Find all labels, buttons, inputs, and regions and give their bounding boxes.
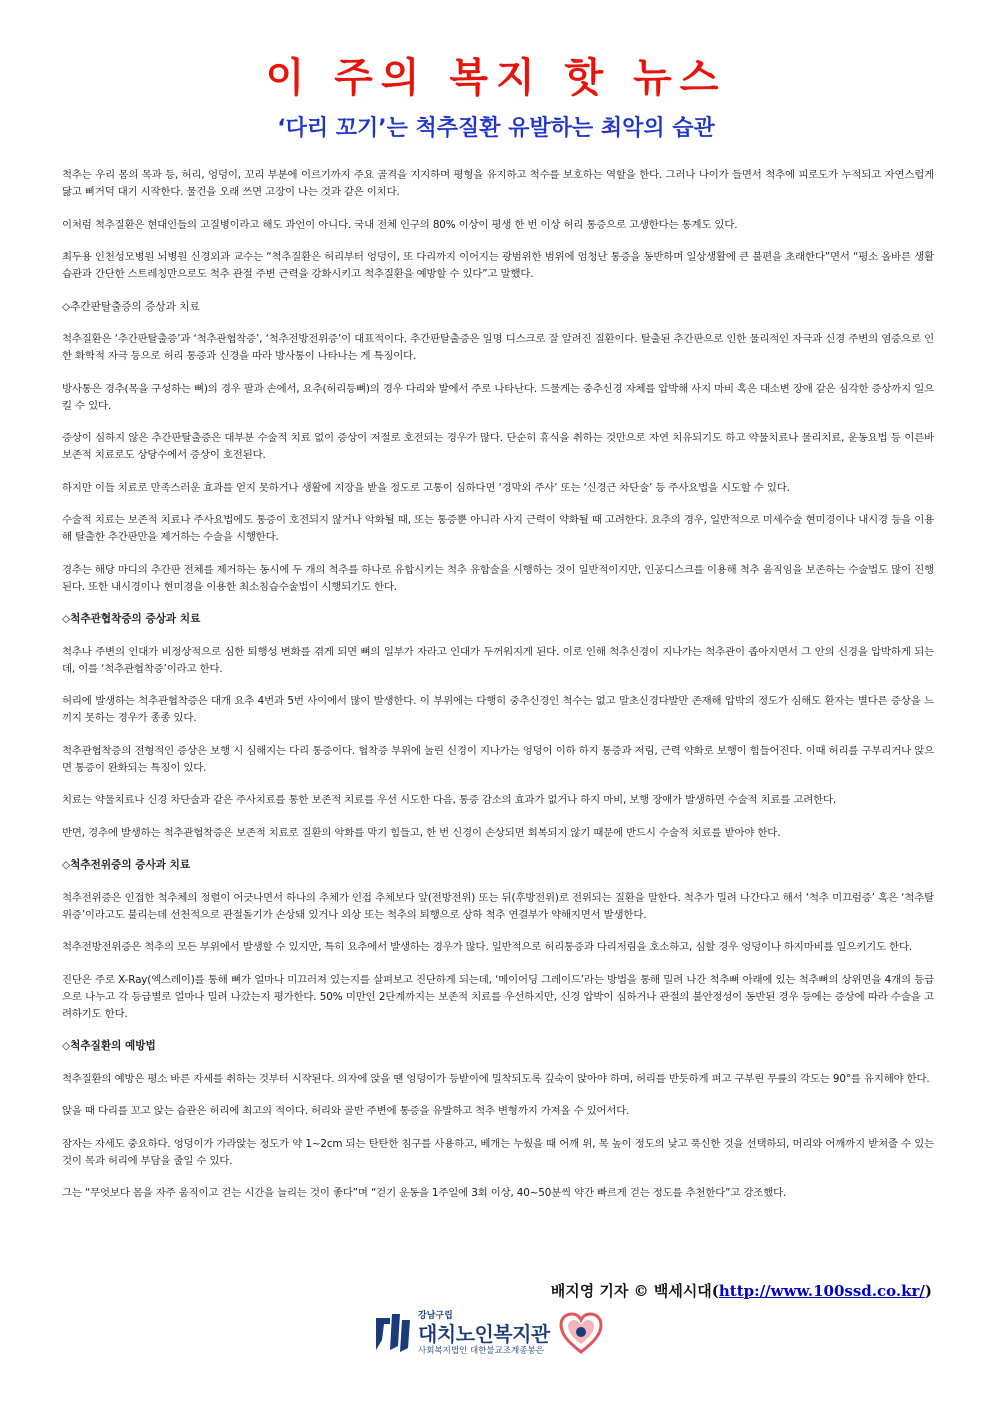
paragraph: 반면, 경추에 발생하는 척추관협착증은 보존적 치료로 질환의 악화를 막기 힘들고, 한 번 신경이 손상되면 회복되지 않기 때문에 반드시 수술적 치료를 받아야 한다. xyxy=(62,826,781,839)
source-link[interactable]: http://www.100ssd.co.kr/ xyxy=(718,1282,925,1300)
paragraph: 척추질환의 예방은 평소 바른 자세를 취하는 것부터 시작된다. 의자에 앉을 땐 엉덩이가 등받이에 밀착되도록 깊숙이 앉아야 하며, 허리를 반듯하게 펴고 구부린 무릎의 각도는 90°를 유지해야 한다. xyxy=(62,1072,930,1085)
paragraph: 이처럼 척추질환은 현대인들의 고질병이라고 해도 과언이 아니다. 국내 전체 인구의 80% 이상이 평생 한 번 이상 허리 통증으로 고생한다는 통계도 있다. xyxy=(62,218,738,231)
paragraph: 치료는 약물치료나 신경 차단술과 같은 주사치료를 통한 보존적 치료를 우선 시도한 다음, 통증 감소의 효과가 없거나 하지 마비, 보행 장애가 발생하면 수술적 치료를 고려한다. xyxy=(62,794,837,806)
section-heading: ◇추간판탈출증의 증상과 치료 xyxy=(62,300,200,313)
section-heading: ◇척추질환의 예방법 xyxy=(62,1040,156,1052)
logo-mark-icon xyxy=(372,1310,414,1354)
paragraph: 증상이 심하지 않은 추간판탈출증은 대부분 수술적 치료 없이 증상이 저절로 호전되는 경우가 많다. 단순히 휴식을 취하는 것만으로 자연 치유되기도 하고 약물치료나 물리치료, 운동요법 등 이른바 보존적 치료로도 상당수에서 증상이 호전된다. xyxy=(62,432,934,461)
paragraph: 허리에 발생하는 척추관협착증은 대개 요추 4번과 5번 사이에서 많이 발생한다. 이 부위에는 다행히 중추신경인 척수는 없고 말초신경다발만 존재해 압박의 정도가 심해도 환자는 별다른 증상을 느끼지 못하는 경우가 종종 있다. xyxy=(62,695,934,724)
section-heading: ◇척추전위증의 증사과 치료 xyxy=(62,859,191,871)
paragraph: 최두용 인천성모병원 뇌병원 신경외과 교수는 “척추질환은 허리부터 엉덩이, 또 다리까지 이어지는 광범위한 범위에 엄청난 통증을 동반하며 일상생활에 큰 불편을 초래한다”면서 “평소 올바른 생활습관과 간단한 스트레칭만으로도 척추 관절 주변 근력을 강화시키고 척추질환을 예방할 수 있다”고 말했다. xyxy=(62,251,934,280)
byline-author: 배지영 기자 © 백세시대( xyxy=(550,1282,719,1300)
page-title: 이 주의 복지 핫 뉴스 xyxy=(265,55,727,101)
logo-small-text: 강남구립 xyxy=(418,1311,453,1321)
paragraph: 진단은 주로 X-Ray(엑스레이)를 통해 뼈가 얼마나 미끄러져 있는지를 살펴보고 진단하게 되는데, ‘메이어딩 그레이드’라는 방법을 통해 밀려 나간 척추뼈 아래에 있는 척추뼈의 상위면을 4개의 등급으로 나누고 각 등급별로 얼마나 밀려 나갔는지 평가한다. 50% 미만인 2단계까지는 보존적 치료를 우선하지만, 신경 압박이 심하거나 관절의 불안정성이 동반된 경우 등에는 증상에 따라 수술을 고려하기도 한다. xyxy=(62,973,934,1020)
organization-logo xyxy=(372,1308,612,1360)
byline-suffix: ) xyxy=(924,1282,932,1300)
paragraph: 잠자는 자세도 중요하다. 엉덩이가 가라앉는 정도가 약 1~2cm 되는 탄탄한 침구를 사용하고, 베개는 누웠을 때 어깨 위, 목 높이 정도의 낮고 푹신한 것을 선택하되, 머리와 어깨까지 받쳐줄 수 있는 것이 목과 허리에 부담을 줄일 수 있다. xyxy=(62,1137,934,1167)
paragraph: 그는 “무엇보다 몸을 자주 움직이고 걷는 시간을 늘리는 것이 좋다”며 “걷기 운동을 1주일에 3회 이상, 40~50분씩 약간 빠르게 걷는 정도를 추천한다”고 강조했다. xyxy=(62,1187,787,1199)
paragraph: 경추는 해당 마디의 추간판 전체를 제거하는 동시에 두 개의 척추를 하나로 유합시키는 척추 유합술을 시행하는 것이 일반적이지만, 인공디스크를 이용해 척추 움직임을 보존하는 수술법도 많이 진행된다. 또한 내시경이나 현미경을 이용한 최소침습수술법이 시행되기도 한다. xyxy=(62,563,934,593)
paragraph: 척추전방전위증은 척추의 모든 부위에서 발생할 수 있지만, 특히 요추에서 발생하는 경우가 많다. 일반적으로 허리통증과 다리저림을 호소하고, 심할 경우 엉덩이나 하지마비를 일으키기도 한다. xyxy=(62,941,913,953)
paragraph: 척추전위증은 인접한 척추체의 정렬이 어긋나면서 하나의 추체가 인접 추체보다 앞(전방전위) 또는 뒤(후방전위)로 전위되는 질환을 말한다. 척추가 밀려 나간다고 해서 ‘척추 미끄럼증’ 혹은 ‘척추탈위증’이라고도 불리는데 선천적으로 관절돌기가 손상돼 있거나 외상 또는 척추의 퇴행으로 상하 척추 연결부가 약해지면서 발생한다. xyxy=(62,891,934,921)
section-heading: ◇척추관협착증의 증상과 치료 xyxy=(62,613,201,625)
heart-emblem-icon xyxy=(558,1312,604,1356)
logo-subtext: 사회복지법인 대한불교조계종봉은 xyxy=(418,1346,544,1356)
paragraph: 척추나 주변의 인대가 비정상적으로 심한 퇴행성 변화를 겪게 되면 뼈의 일부가 자라고 인대가 두꺼워지게 된다. 이로 인해 척추신경이 지나가는 척추관이 좁아지면서 그 안의 신경을 압박하게 되는데, 이를 ‘척추관협착증’이라고 한다. xyxy=(62,645,934,675)
paragraph: 방사통은 경추(목을 구성하는 뼈)의 경우 팔과 손에서, 요추(허리등뼈)의 경우 다리와 발에서 주로 나타난다. 드물게는 중추신경 자체를 압박해 사지 마비 혹은 대소변 장애 같은 심각한 증상까지 일으킬 수 있다. xyxy=(62,382,934,412)
paragraph: 척추질환은 ‘추간판탈출증’과 ‘척추관협착증’, ‘척추전방전위증’이 대표적이다. 추간판탈출증은 일명 디스크로 잘 알려진 질환이다. 탈출된 추간판으로 인한 물리적인 자극과 신경 주변의 염증으로 인한 화학적 자극 등으로 허리 통증과 신경을 따라 방사통이 나타나는 게 특징이다. xyxy=(62,333,934,362)
paragraph: 척추는 우리 몸의 목과 등, 허리, 엉덩이, 꼬리 부분에 이르기까지 주요 골격을 지지하며 평형을 유지하고 척수를 보호하는 역할을 한다. 그러나 나이가 들면서 척추에 피로도가 누적되고 자연스럽게 닳고 삐거덕 대기 시작한다. 물건을 오래 쓰면 고장이 나는 것과 같은 이치다. xyxy=(62,169,934,198)
paragraph: 앉을 때 다리를 꼬고 앉는 습관은 허리에 최고의 적이다. 허리와 골반 주변에 통증을 유발하고 척추 변형까지 가져올 수 있어서다. xyxy=(62,1105,630,1117)
logo-name: 대치노인복지관 xyxy=(418,1322,550,1346)
paragraph: 수술적 치료는 보존적 치료나 주사요법에도 통증이 호전되지 않거나 악화될 때, 또는 통증뿐 아니라 사지 근력이 약화될 때 고려한다. 요추의 경우, 일반적으로 미세수술 현미경이나 내시경 등을 이용해 탈출한 추간판만을 제거하는 수술을 시행한다. xyxy=(62,514,934,543)
paragraph: 하지만 이들 치료로 만족스러운 효과를 얻지 못하거나 생활에 지장을 받을 정도로 고통이 심하다면 ‘경막외 주사’ 또는 ‘신경근 차단술’ 등 주사요법을 시도할 수 있다. xyxy=(62,481,790,494)
article-subtitle: ‘다리 꼬기’는 척추질환 유발하는 최악의 습관 xyxy=(277,116,715,141)
article-body xyxy=(62,167,934,1218)
byline xyxy=(551,1280,932,1301)
paragraph: 척추관협착증의 전형적인 증상은 보행 시 심해지는 다리 통증이다. 협착증 부위에 눌린 신경이 지나가는 엉덩이 이하 하지 통증과 저림, 근력 약화로 보행이 힘들어진다. 이때 허리를 구부리거나 앉으면 통증이 완화되는 특징이 있다. xyxy=(62,744,934,774)
